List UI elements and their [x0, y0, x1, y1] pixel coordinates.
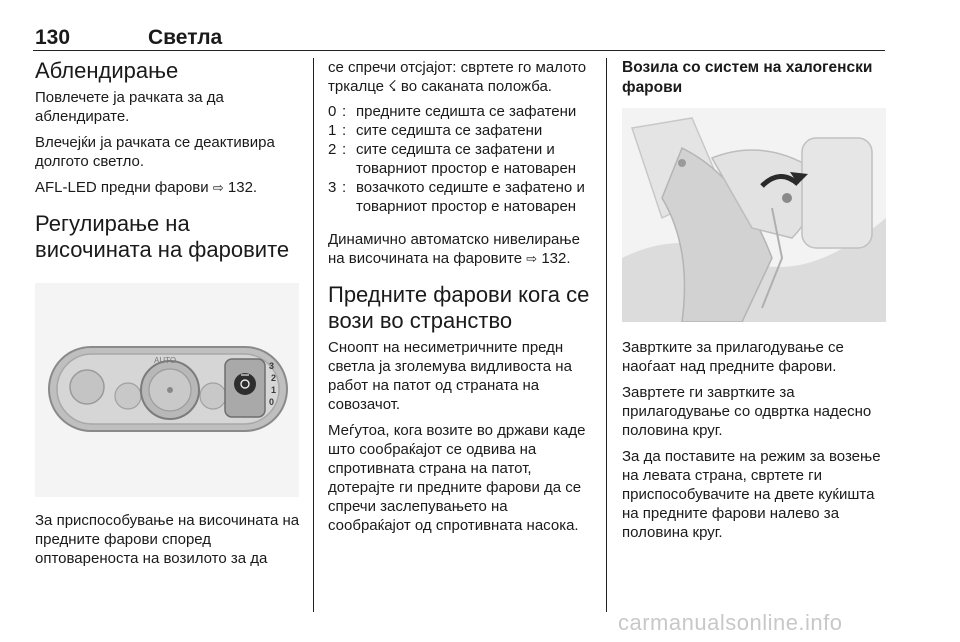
reference-arrow-icon: ⇨ [526, 251, 538, 266]
range-digit-2: 2 [271, 373, 277, 383]
paragraph-turn-screws: Завртете ги завртките за прилагодување со одвртка надесно половина круг. [622, 384, 872, 439]
column-1 [35, 58, 300, 575]
heading-halogen: Возила со систем на халогенски фарови [622, 59, 873, 96]
dynamic-levelling-text: Динамично автоматско нивелирање на височината на фаровите [328, 231, 580, 267]
light-switch-figure [35, 283, 299, 497]
chapter-title: Светла [148, 26, 223, 49]
light-switch-panel-illustration [35, 283, 299, 497]
heading-dipped-beam: Аблендирање [35, 58, 179, 83]
page-header [33, 4, 885, 51]
afl-led-text: AFL-LED предни фарови [35, 179, 209, 196]
headlamp-figure [622, 108, 886, 322]
headlamp-adjust-illustration [622, 108, 886, 322]
reference-arrow-icon: ⇨ [212, 180, 224, 195]
figure-caption: За приспособување на височината на предните фарови според оптовареноста на возилото за да [35, 512, 300, 567]
heading-headlight-range-line1: Регулирање на [35, 211, 190, 236]
paragraph-dynamic-levelling [328, 230, 594, 268]
paragraph-other-side-traffic: Меѓутоа, кога возите во држави каде што сообраќајот се одвива на спротивната страна на патот, дотерајте ги предните фарови да се спречи заслепувањето на сообраќајот од спротивната насока. [328, 422, 586, 534]
auto-label: AUTO [154, 356, 177, 365]
heading-headlight-range-line2: височината на фаровите [35, 237, 290, 262]
column-2 [328, 58, 594, 542]
column-divider-2 [606, 58, 607, 612]
paragraph-deactivate-high-beam: Влечејќи ја рачката се деактивира долгото светло. [35, 134, 275, 170]
heading-headlight-range [35, 211, 300, 263]
column-divider-1 [313, 58, 314, 612]
list-item: 3 : возачкото седиште е зафатено и товарниот простор е натоварен [328, 179, 585, 215]
range-digit-0: 0 [269, 397, 275, 407]
watermark: carmanualsonline.info [618, 610, 843, 635]
heading-abroad: Предните фарови кога се вози во странство [328, 282, 590, 333]
list-item: 1 : сите седишта се зафатени [328, 122, 543, 139]
paragraph-glare: се спречи отсјајот: свртете го малото тркалце ☇ во саканата положба. [328, 59, 587, 95]
page-number: 130 [35, 26, 71, 49]
afl-led-page-ref: 132. [227, 179, 258, 196]
column-3 [622, 58, 886, 549]
paragraph-left-side-mode: За да поставите на режим за возење на левата страна, свртете ги приспособувачите на двете куќишта на предните фарови налево за половина круг. [622, 448, 881, 541]
paragraph-screws-location: Завртките за прилагодување се наоѓаат над предните фарови. [622, 339, 844, 375]
list-item: 0 : предните седишта се зафатени [328, 103, 577, 120]
dynamic-levelling-page-ref: 132. [541, 250, 571, 267]
range-digit-1: 1 [271, 385, 277, 395]
load-positions-list [328, 102, 594, 216]
range-digit-3: 3 [269, 361, 275, 371]
paragraph-afl-led [35, 178, 300, 197]
list-item: 2 : сите седишта се зафатени и товарниот простор е натоварен [328, 141, 577, 177]
paragraph-asymmetric: Сноопт на несиметричните предн светла ја зголемува видливоста на работ на патот од страната на совозачот. [328, 339, 572, 413]
paragraph-pull-lever: Повлечете ја рачката за да аблендирате. [35, 89, 224, 125]
